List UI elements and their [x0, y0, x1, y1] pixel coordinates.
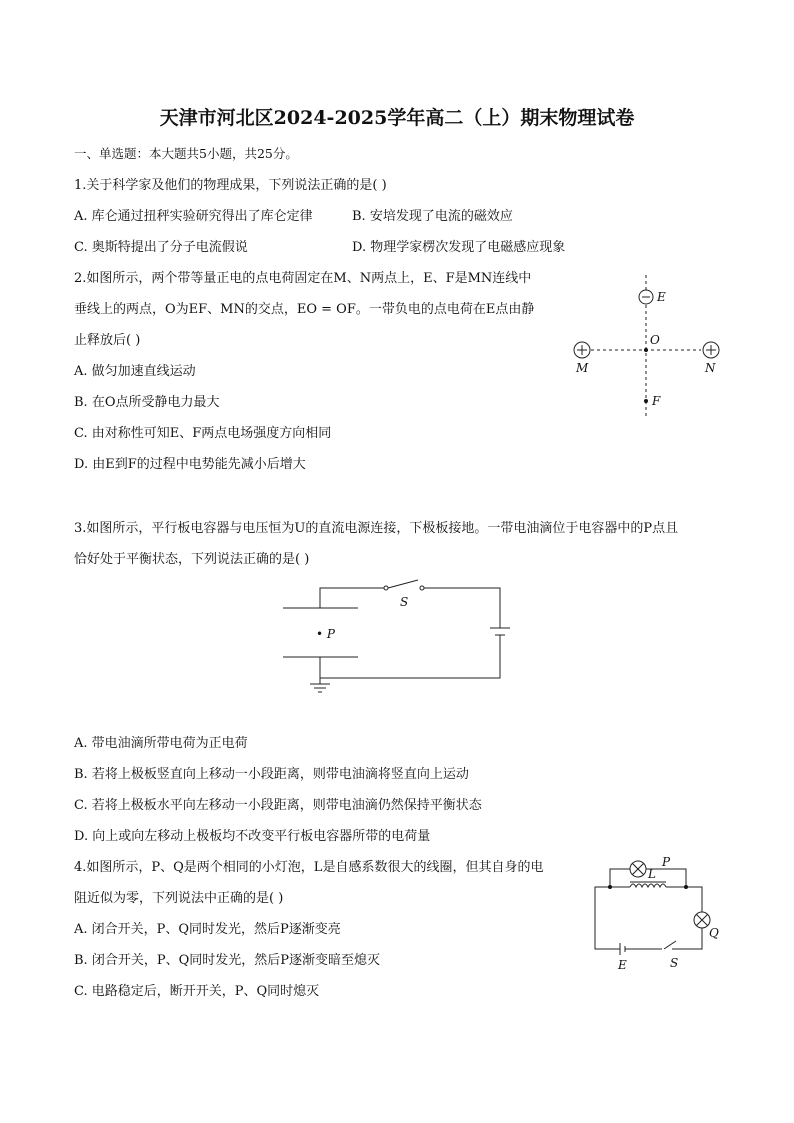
label-m: M [576, 361, 589, 375]
label-s: S [670, 956, 679, 970]
question-3-stem-line-1: 3.如图所示，平行板电容器与电压恒为U的直流电源连接，下极板接地。一带电油滴位于电容器中的P点且 [74, 521, 679, 536]
question-2-option-c: C. 由对称性可知E、F两点电场强度方向相同 [74, 426, 332, 441]
question-3-option-c: C. 若将上极板水平向左移动一小段距离，则带电油滴仍然保持平衡状态 [74, 798, 482, 813]
question-4-stem-line-2: 阻近似为零，下列说法中正确的是( ) [74, 891, 284, 906]
page-title: 天津市河北区2024-2025学年高二（上）期末物理试卷 [159, 107, 635, 129]
question-4-stem-line-1: 4.如图所示，P、Q是两个相同的小灯泡，L是自感系数很大的线圈，但其自身的电 [74, 860, 544, 875]
label-e: E [657, 290, 666, 304]
question-2-figure [560, 270, 740, 420]
question-2-stem-line-3: 止释放后( ) [74, 333, 141, 348]
inductor-coil-l [630, 884, 666, 887]
lamp-p-icon [630, 861, 646, 877]
question-1-option-a: A. 库仑通过扭秤实验研究得出了库仑定律 [74, 209, 313, 224]
oil-drop-p: • P [316, 627, 335, 641]
point-f [644, 399, 648, 403]
label-o: O [650, 333, 660, 347]
label-q: Q [709, 926, 719, 940]
question-2-stem-line-1: 2.如图所示，两个带等量正电的点电荷固定在M、N两点上，E、F是MN连线中 [74, 271, 532, 286]
label-e: E [618, 958, 627, 972]
question-4-option-b: B. 闭合开关，P、Q同时发光，然后P逐渐变暗至熄灭 [74, 953, 380, 968]
question-2-option-b: B. 在O点所受静电力最大 [74, 395, 220, 410]
question-4-option-c: C. 电路稳定后，断开开关，P、Q同时熄灭 [74, 984, 320, 999]
question-3-option-b: B. 若将上极板竖直向上移动一小段距离，则带电油滴将竖直向上运动 [74, 767, 469, 782]
question-3-option-d: D. 向上或向左移动上极板均不改变平行板电容器所带的电荷量 [74, 829, 431, 844]
section-heading: 一、单选题：本大题共5小题，共25分。 [74, 146, 298, 161]
question-4-option-a: A. 闭合开关，P、Q同时发光，然后P逐渐变亮 [74, 922, 341, 937]
question-2-option-a: A. 做匀加速直线运动 [74, 364, 196, 379]
question-1-option-c: C. 奥斯特提出了分子电流假说 [74, 240, 248, 255]
label-f: F [652, 394, 661, 408]
question-3-figure [278, 578, 508, 703]
label-s: S [400, 595, 409, 609]
question-1-stem: 1.关于科学家及他们的物理成果，下列说法正确的是( ) [74, 178, 387, 193]
question-4-figure [590, 855, 730, 975]
lamp-q-icon [694, 912, 710, 928]
question-1-option-b: B. 安培发现了电流的磁效应 [352, 209, 513, 224]
label-p: P [662, 855, 671, 869]
question-3-option-a: A. 带电油滴所带电荷为正电荷 [74, 736, 248, 751]
switch-s [664, 941, 676, 949]
switch-s [388, 580, 418, 588]
label-l: L [648, 867, 656, 881]
point-o [644, 348, 648, 352]
label-n: N [705, 361, 716, 375]
question-2-stem-line-2: 垂线上的两点，O为EF、MN的交点，EO = OF。一带负电的点电荷在E点由静 [74, 302, 535, 317]
question-2-option-d: D. 由E到F的过程中电势能先减小后增大 [74, 457, 306, 472]
question-3-stem-line-2: 恰好处于平衡状态，下列说法正确的是( ) [74, 552, 310, 567]
question-1-option-d: D. 物理学家楞次发现了电磁感应现象 [352, 240, 566, 255]
